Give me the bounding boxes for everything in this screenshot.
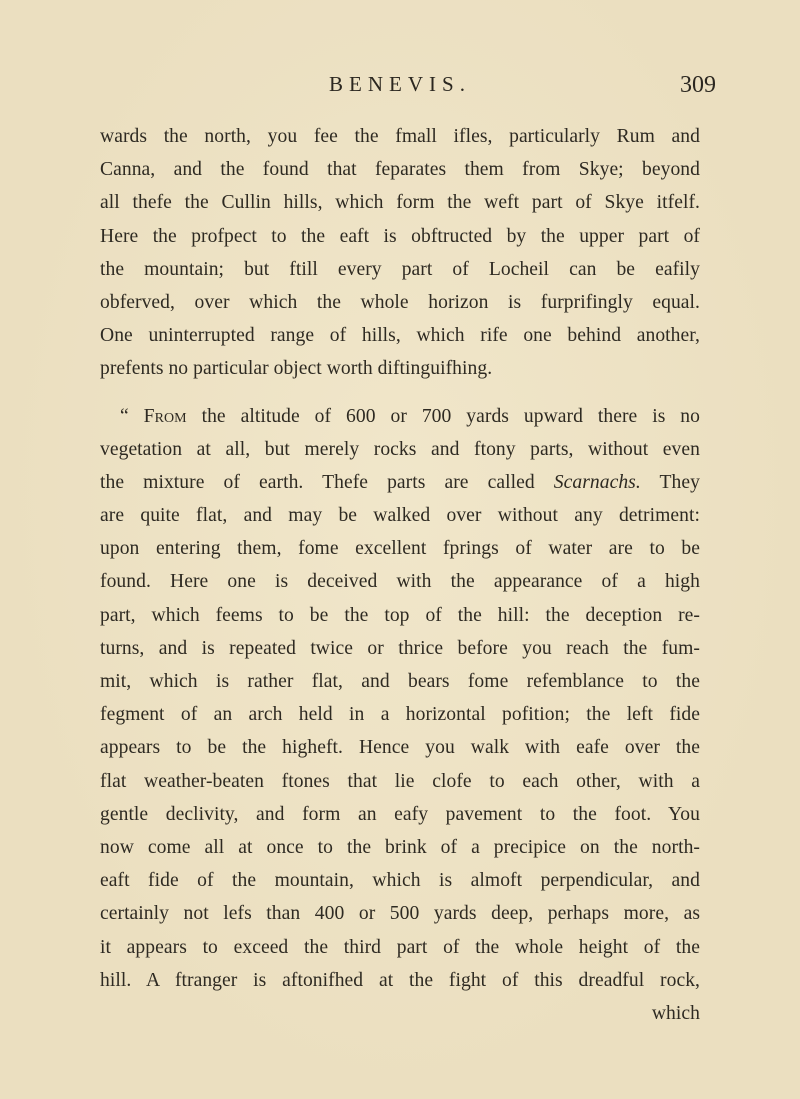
text-line: fegment of an arch held in a horizontal pofition; the left fide xyxy=(100,704,700,726)
text-line: part, which feems to be the top of the hill: the deception re- xyxy=(100,604,700,626)
text-line: it appears to exceed the third part of the whole height of the xyxy=(100,936,700,958)
body-text xyxy=(100,120,700,1030)
text-line: the mountain; but ftill every part of Locheil can be eafily xyxy=(100,258,700,280)
opening-line-rest: the altitude of 600 or 700 yards upward there is no xyxy=(201,405,700,427)
page-number: 309 xyxy=(680,72,716,98)
running-head-title: BENEVIS. xyxy=(329,72,471,96)
text-line: vegetation at all, but merely rocks and ftony parts, without even xyxy=(100,438,700,460)
text-line: eaft fide of the mountain, which is almoft perpendicular, and xyxy=(100,870,700,892)
open-quote: “ xyxy=(120,405,129,427)
paragraph-2 xyxy=(100,400,700,1031)
text-line: wards the north, you fee the fmall ifles, particularly Rum and xyxy=(100,126,700,147)
text-line: all thefe the Cullin hills, which form the weft part of Skye itfelf. xyxy=(100,192,700,214)
text-line: upon entering them, fome excellent fprings of water are to be xyxy=(100,538,700,560)
text-line: Canna, and the found that feparates them from Skye; beyond xyxy=(100,159,700,181)
text-line-opening xyxy=(100,400,700,433)
text-line: mit, which is rather flat, and bears fome refemblance to the xyxy=(100,671,700,692)
italic-term: Scarnachs. xyxy=(553,471,641,493)
text-line: certainly not lefs than 400 or 500 yards deep, perhaps more, as xyxy=(100,903,700,925)
opening-word: From xyxy=(143,405,187,427)
text-line: now come all at once to the brink of a precipice on the north- xyxy=(100,836,700,858)
text-line-with-italic xyxy=(100,466,700,499)
text-line: prefents no particular object worth diftinguifhing. xyxy=(100,358,493,380)
text-line: found. Here one is deceived with the appearance of a high xyxy=(100,571,700,593)
text-line: Here the profpect to the eaft is obftructed by the upper part of xyxy=(100,225,700,247)
text-line: flat weather-beaten ftones that lie clofe to each other, with a xyxy=(100,770,700,792)
catchword: which xyxy=(651,1002,700,1024)
text-line: are quite flat, and may be walked over without any detriment: xyxy=(100,505,700,527)
line-segment: the mixture of earth. Thefe parts are called xyxy=(100,471,535,493)
text-line: appears to be the higheft. Hence you walk with eafe over the xyxy=(100,737,700,759)
text-line: hill. A ftranger is aftonifhed at the fight of this dreadful rock, xyxy=(100,969,700,991)
text-line: obferved, over which the whole horizon is furprifingly equal. xyxy=(100,291,700,313)
text-line: gentle declivity, and form an eafy pavement to the foot. You xyxy=(100,803,700,825)
text-line: turns, and is repeated twice or thrice before you reach the fum- xyxy=(100,637,700,659)
paragraph-1 xyxy=(100,120,700,386)
line-segment: They xyxy=(659,471,700,493)
text-line: One uninterrupted range of hills, which rife one behind another, xyxy=(100,325,700,347)
